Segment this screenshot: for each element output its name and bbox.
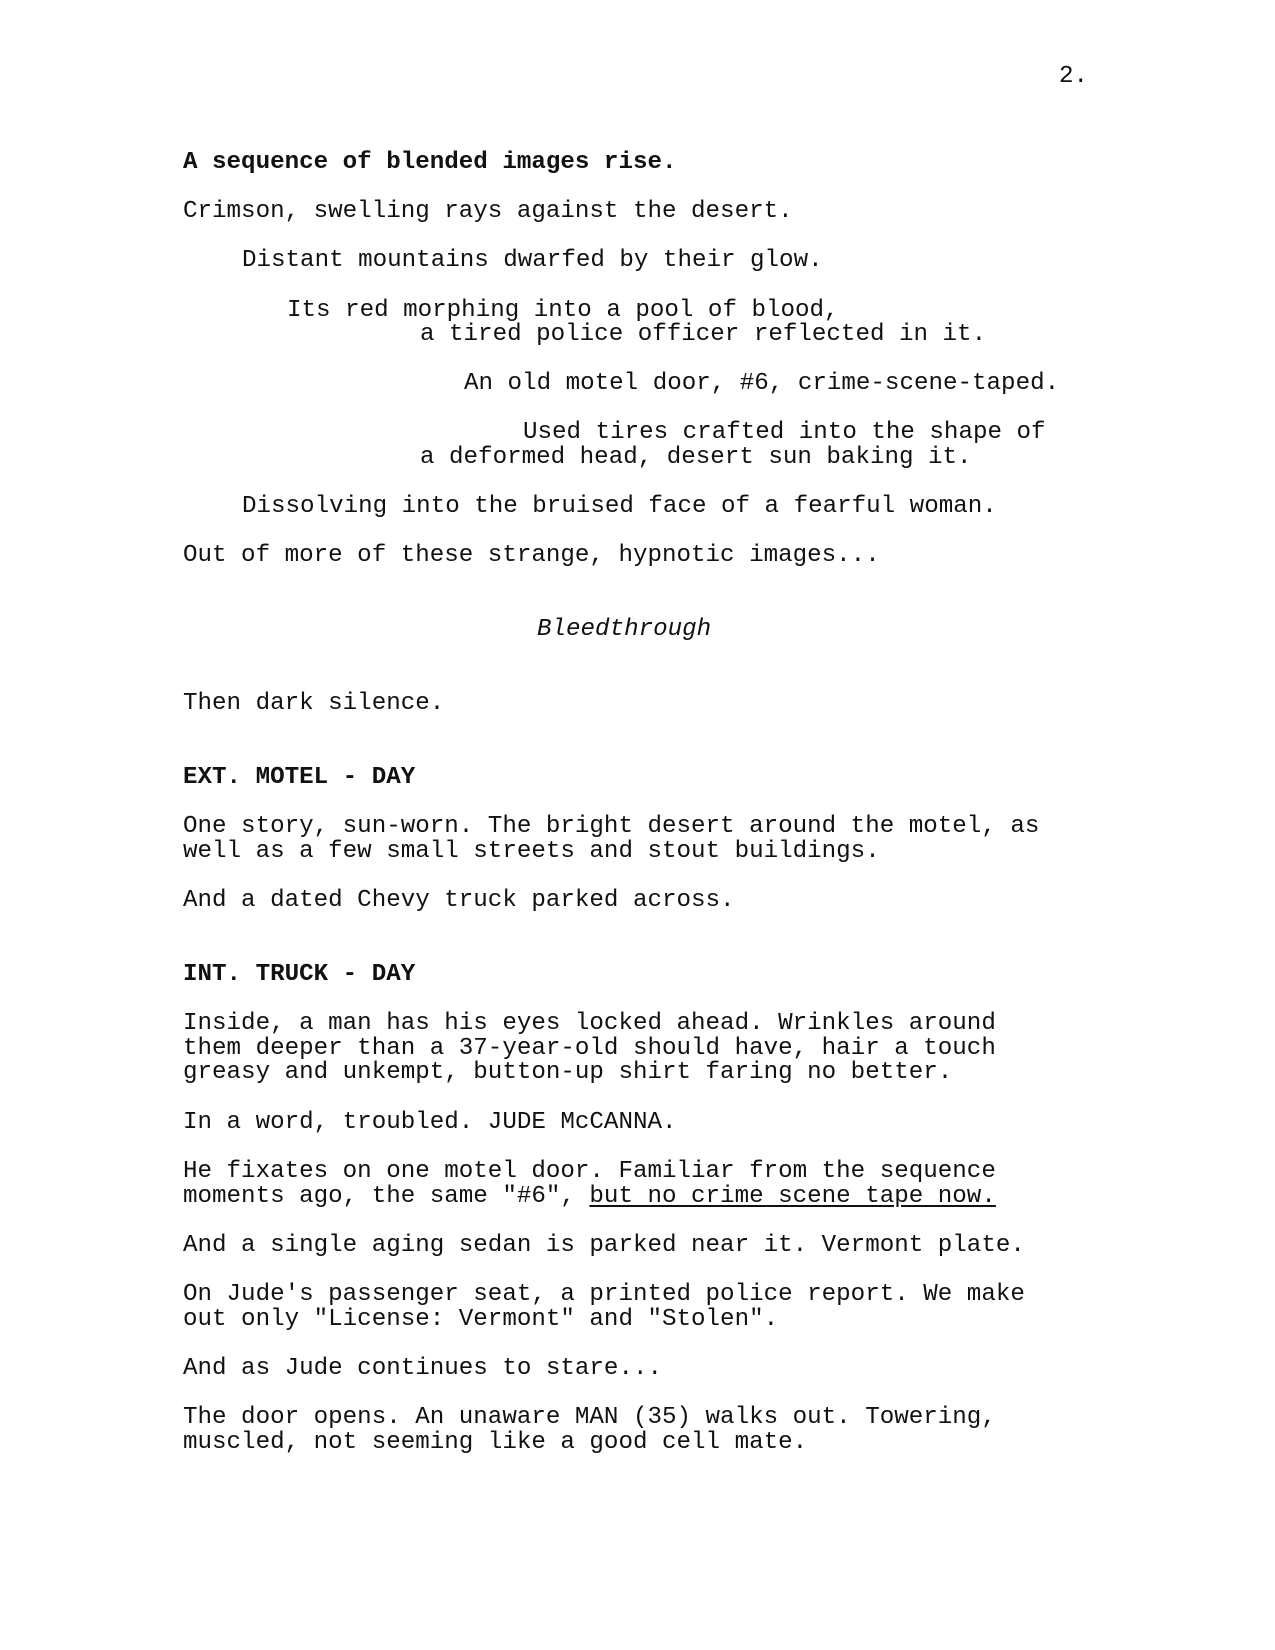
action-line: out only "License: Vermont" and "Stolen". <box>183 1306 779 1333</box>
action-line: An old motel door, #6, crime-scene-taped. <box>464 370 1060 397</box>
action-line: Crimson, swelling rays against the desert. <box>183 198 793 225</box>
action-line: A sequence of blended images rise. <box>183 149 677 176</box>
action-line: greasy and unkempt, button-up shirt faring no better. <box>183 1059 953 1086</box>
action-line: them deeper than a 37-year-old should have, hair a touch <box>183 1035 996 1062</box>
action-line: Used tires crafted into the shape of <box>523 419 1046 446</box>
action-line: Inside, a man has his eyes locked ahead. Wrinkles around <box>183 1010 996 1037</box>
action-line <box>183 1184 996 1210</box>
action-line: Then dark silence. <box>183 690 445 717</box>
action-line: On Jude's passenger seat, a printed police report. We make <box>183 1281 1025 1308</box>
action-line: Its red morphing into a pool of blood, <box>287 297 839 324</box>
action-line: In a word, troubled. JUDE McCANNA. <box>183 1109 677 1136</box>
action-line: One story, sun-worn. The bright desert around the motel, as <box>183 813 1040 840</box>
action-line: And a single aging sedan is parked near it. Vermont plate. <box>183 1232 1025 1259</box>
action-line: Out of more of these strange, hypnotic images... <box>183 542 880 569</box>
action-line: a deformed head, desert sun baking it. <box>420 444 972 471</box>
underlined-text: but no crime scene tape now. <box>589 1183 996 1210</box>
action-text: moments ago, the same "#6", <box>183 1183 590 1210</box>
action-line: Dissolving into the bruised face of a fearful woman. <box>242 493 997 520</box>
action-line: And a dated Chevy truck parked across. <box>183 887 735 914</box>
action-line: The door opens. An unaware MAN (35) walks out. Towering, <box>183 1404 996 1431</box>
page-number: 2. <box>1059 63 1089 90</box>
action-line: Distant mountains dwarfed by their glow. <box>242 247 823 274</box>
action-line: well as a few small streets and stout buildings. <box>183 838 880 865</box>
scene-heading: INT. TRUCK - DAY <box>183 961 416 988</box>
action-line: muscled, not seeming like a good cell mate. <box>183 1429 808 1456</box>
title-text: Bleedthrough <box>537 616 712 643</box>
scene-heading: EXT. MOTEL - DAY <box>183 764 416 791</box>
action-line: He fixates on one motel door. Familiar from the sequence <box>183 1158 996 1185</box>
action-line: And as Jude continues to stare... <box>183 1355 662 1382</box>
action-line: a tired police officer reflected in it. <box>420 321 987 348</box>
